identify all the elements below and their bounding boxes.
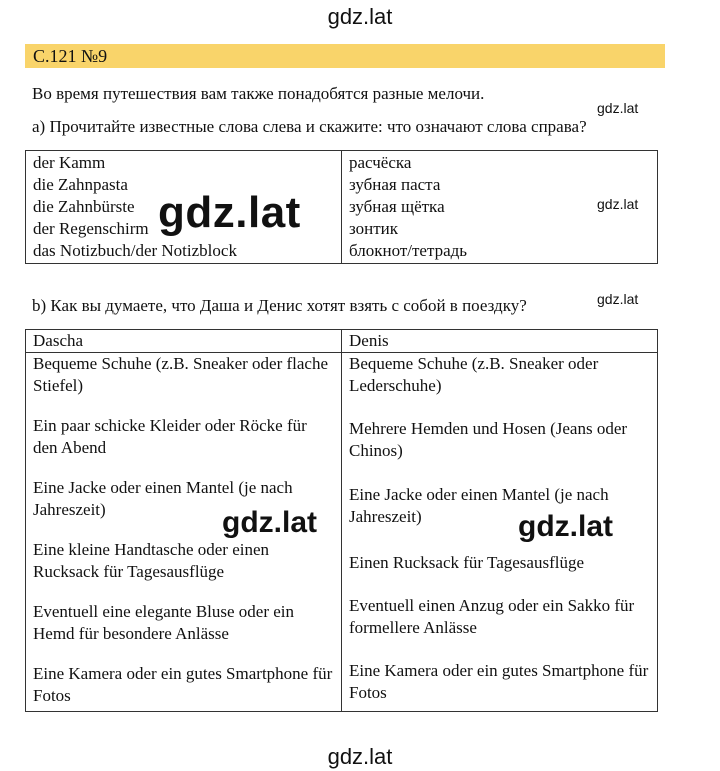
dascha-item: Eine kleine Handtasche oder einen Rucksack für Tagesausflüge <box>33 540 270 581</box>
denis-item: Einen Rucksack für Tagesausflüge <box>349 553 585 572</box>
dascha-item: Ein paar schicke Kleider oder Röcke für den Abend <box>33 416 307 457</box>
watermark-small-3: gdz.lat <box>597 291 639 307</box>
vocab-german-item: die Zahnpasta <box>33 175 128 194</box>
vocab-table <box>25 150 658 264</box>
dascha-item: Bequeme Schuhe (z.B. Sneaker oder flache Stiefel) <box>33 354 329 395</box>
denis-item: Eine Kamera oder ein gutes Smartphone für Fotos <box>349 661 649 702</box>
exercise-header-bar <box>25 44 665 68</box>
watermark-small-2: gdz.lat <box>597 196 639 212</box>
vocab-russian-item: расчёска <box>349 153 412 172</box>
vocab-german-item: die Zahnbürste <box>33 197 135 216</box>
dascha-item: Eventuell eine elegante Bluse oder ein Hemd für besondere Anlässe <box>33 602 295 643</box>
question-b: b) Как вы думаете, что Даша и Денис хотят взять с собой в поездку? <box>32 296 527 315</box>
question-a: a) Прочитайте известные слова слева и скажите: что означают слова справа? <box>32 117 587 136</box>
watermark-mid-right: gdz.lat <box>518 510 613 543</box>
exercise-title: С.121 №9 <box>33 46 108 66</box>
watermark-top: gdz.lat <box>327 4 393 29</box>
watermark-mid-left: gdz.lat <box>222 506 317 539</box>
vocab-russian-item: зубная щётка <box>349 197 445 216</box>
denis-item: Eventuell einen Anzug oder ein Sakko für formellere Anlässe <box>349 596 635 637</box>
vocab-german-item: der Regenschirm <box>33 219 149 238</box>
vocab-german-item: der Kamm <box>33 153 106 172</box>
vocab-german-item: das Notizbuch/der Notizblock <box>33 241 237 260</box>
watermark-big: gdz.lat <box>158 188 301 237</box>
denis-item: Mehrere Hemden und Hosen (Jeans oder Chinos) <box>349 419 628 460</box>
vocab-russian-item: зонтик <box>349 219 398 238</box>
watermark-small-1: gdz.lat <box>597 100 639 116</box>
denis-item: Bequeme Schuhe (z.B. Sneaker oder Lederschuhe) <box>349 354 599 395</box>
watermark-bottom: gdz.lat <box>327 744 393 769</box>
dascha-item: Eine Kamera oder ein gutes Smartphone für Fotos <box>33 664 333 705</box>
dascha-header: Dascha <box>26 330 342 353</box>
dascha-item: Eine Jacke oder einen Mantel (je nach Jahreszeit) <box>33 478 293 519</box>
denis-item: Eine Jacke oder einen Mantel (je nach Jahreszeit) <box>349 485 609 526</box>
intro-text: Во время путешествия вам также понадобятся разные мелочи. <box>32 84 485 103</box>
vocab-russian-item: зубная паста <box>349 175 441 194</box>
denis-header: Denis <box>342 330 658 353</box>
vocab-russian-item: блокнот/тетрадь <box>349 241 468 260</box>
